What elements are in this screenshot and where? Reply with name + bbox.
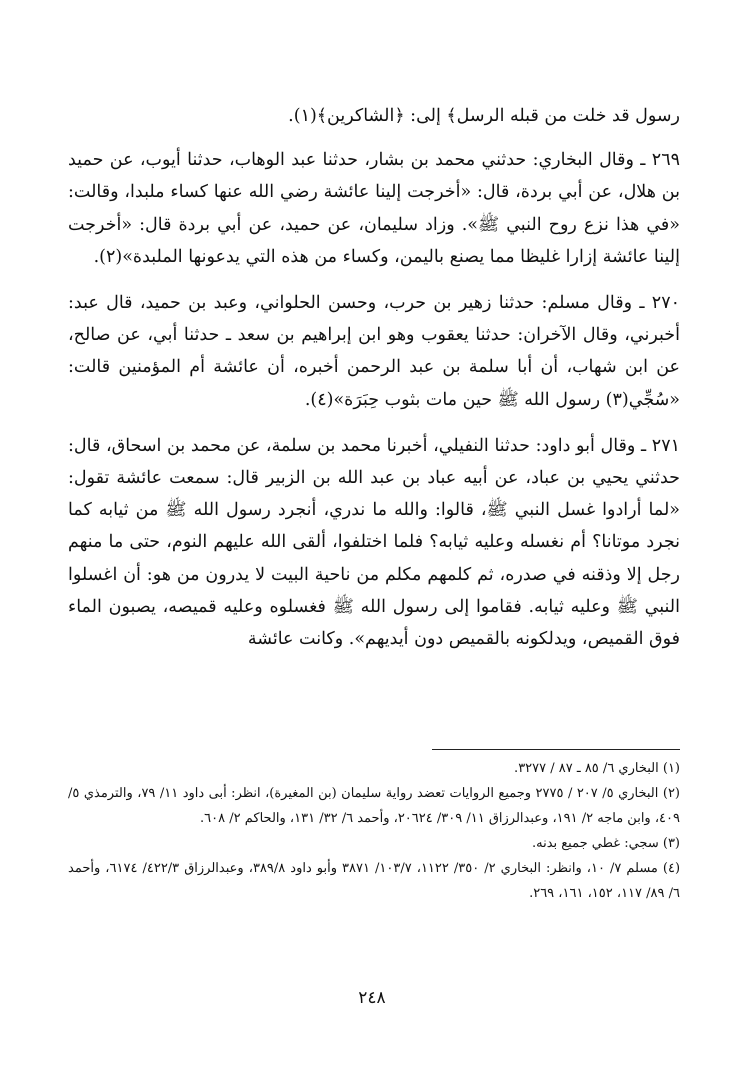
page-number: ٢٤٨ [358, 988, 386, 1008]
footnote-1: (١) البخاري ٦/ ٨٥ ـ ٨٧ / ٣٢٧٧. [514, 761, 680, 776]
footnote-4: (٤) مسلم ٧/ ١٠، وانظر: البخاري ٢/ ٣٥٠/ ١١٢٢، ١٠٣/٧/ ٣٨٧١ وأبو داود ٣٨٩/٨، وعبدالرزاق ٤٢٢/٣/ ٦١٧٤، وأحمد ٦/ ٨٩/ ١١٧، ١٥٢، ١٦١، ٢٦٩. [68, 861, 681, 901]
paragraph-continuation: رسول قد خلت من قبله الرسل﴾ إلى: ﴿الشاكرين﴾(١). [288, 106, 680, 126]
paragraph-hadith-270: ٢٧٠ ـ وقال مسلم: حدثنا زهير بن حرب، وحسن الحلواني، وعبد بن حميد، قال عبد: أخبرني، وقال الآخران: حدثنا يعقوب وهو ابن إبراهيم بن سعد ـ حدثنا أبي، عن صالح، عن ابن شهاب، أن أبا سلمة بن عبد الرحمن أخبره، أن عائشة أم المؤمنين قالت: «سُجِّي(٣) رسول الله ﷺ حين مات بثوب حِبَرَة»(٤). [68, 293, 680, 410]
footnotes [68, 756, 680, 906]
main-text [68, 100, 680, 655]
paragraph-hadith-269: ٢٦٩ ـ وقال البخاري: حدثني محمد بن بشار، حدثنا عبد الوهاب، حدثنا أيوب، عن حميد بن هلال، عن أبي بردة، قال: «أخرجت إلينا عائشة رضي الله عنها كساء ملبدا، وقالت: «في هذا نزع روح النبي ﷺ». وزاد سليمان، عن حميد، عن أبي بردة قال: «أخرجت إلينا عائشة إزارا غليظا مما يصنع باليمن، وكساء من هذه التي يدعونها الملبدة»(٢). [68, 150, 680, 267]
paragraph-hadith-271: ٢٧١ ـ وقال أبو داود: حدثنا النفيلي، أخبرنا محمد بن سلمة، عن محمد بن اسحاق، قال: حدثني يحيي بن عباد، عن أبيه عباد بن عبد الله بن الزبير قال: سمعت عائشة تقول: «لما أرادوا غسل النبي ﷺ، قالوا: والله ما ندري، أنجرد رسول الله ﷺ من ثيابه كما نجرد موتانا؟ أم نغسله وعليه ثيابه؟ فلما اختلفوا، ألقى الله عليهم النوم، حتى ما منهم رجل إلا وذقنه في صدره، ثم كلمهم مكلم من ناحية البيت لا يدرون من هو: أن اغسلوا النبي ﷺ وعليه ثيابه. فقاموا إلى رسول الله ﷺ فغسلوه وعليه قميصه، يصبون الماء فوق القميص، ويدلكونه بالقميص دون أيديهم». وكانت عائشة [68, 435, 680, 650]
footnote-2: (٢) البخاري ٥/ ٢٠٧ / ٢٧٧٥ وجميع الروايات تعضد رواية سليمان (بن المغيرة)، انظر: أبى داود ١١/ ٧٩، والترمذي ٥/ ٤٠٩، وابن ماجه ٢/ ١٩١، وعبدالرزاق ١١/ ٣٠٩/ ٢٠٦٢٤، وأحمد ٦/ ٣٢/ ١٣١، والحاكم ٢/ ٦٠٨. [68, 786, 680, 826]
footnote-3: (٣) سجي: غطي جميع بدنه. [531, 836, 680, 851]
footnote-separator [432, 749, 680, 750]
